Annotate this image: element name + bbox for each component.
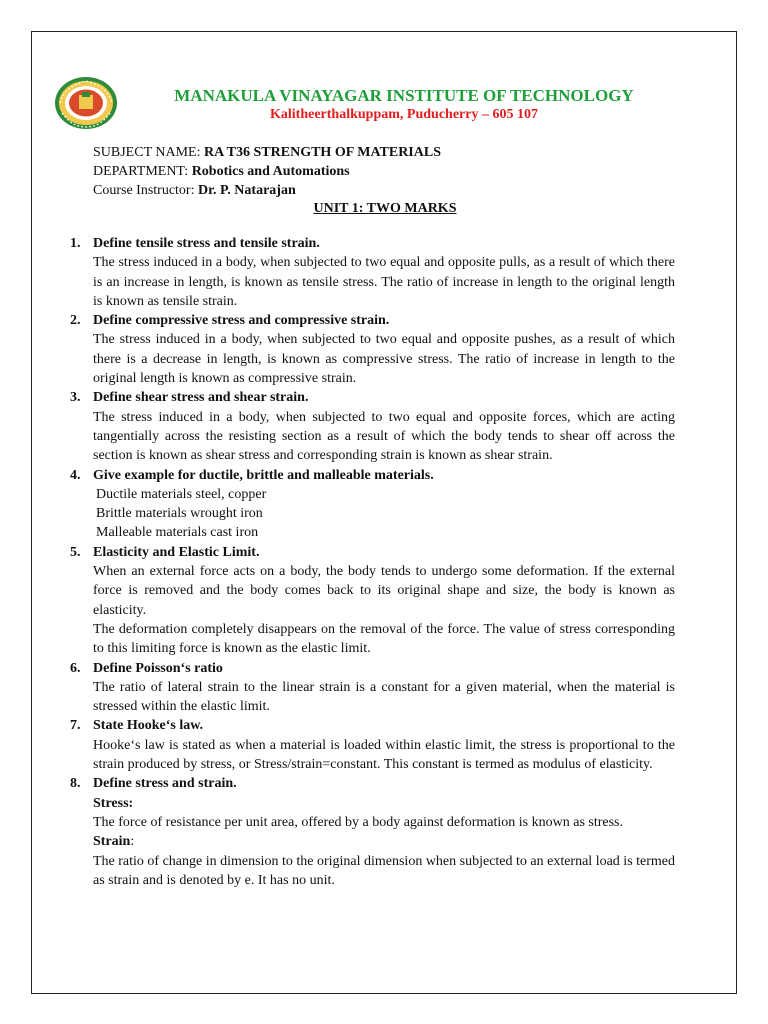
department-label: DEPARTMENT: [93, 164, 192, 179]
material-example: Ductile materials steel, copper [96, 486, 267, 502]
question-title: Define stress and strain. [93, 776, 237, 792]
strain-subheading: Strain [93, 834, 131, 850]
department-line [93, 162, 441, 181]
subject-value: RA T36 STRENGTH OF MATERIALS [203, 145, 441, 160]
question-item [66, 234, 675, 311]
question-title: Define Poisson‘s ratio [93, 660, 223, 676]
material-example: Brittle materials wrought iron [96, 506, 263, 522]
question-answer-continued: The deformation completely disappears on the removal of the force. The value of stress corresponding to this limiting force is known as the elastic limit. [93, 621, 675, 657]
question-number: 8. [70, 776, 81, 792]
question-number: 7. [70, 718, 81, 734]
question-item [66, 388, 675, 465]
question-item [66, 543, 675, 659]
question-title: Elasticity and Elastic Limit. [93, 544, 260, 560]
subject-line [93, 143, 441, 162]
question-answer: The stress induced in a body, when subjected to two equal and opposite pulls, as a result of which there is an increase in length, is known as tensile stress. The ratio of increase in length to the original length is known as tensile strain. [93, 255, 675, 309]
question-answer: When an external force acts on a body, the body tends to undergo some deformation. If the external force is removed and the body comes back to its original shape and size, the body is known as elasticity. [93, 564, 675, 618]
question-number: 5. [70, 544, 81, 560]
institute-address: Kalitheerthalkuppam, Puducherry – 605 107 [270, 107, 538, 122]
subject-label: SUBJECT NAME: [93, 145, 204, 160]
question-item [66, 466, 675, 543]
strain-subheading-line [93, 832, 675, 851]
institute-name: MANAKULA VINAYAGAR INSTITUTE OF TECHNOLOGY [174, 86, 634, 105]
question-item [66, 311, 675, 388]
stress-subheading: Stress: [93, 795, 134, 811]
question-number: 2. [70, 313, 81, 329]
question-title: Define compressive stress and compressive strain. [93, 313, 390, 329]
question-answer: The ratio of lateral strain to the linear strain is a constant for a given material, when the material is stressed within the elastic limit. [93, 679, 675, 715]
instructor-label: Course Instructor: [93, 183, 198, 198]
instructor-line [93, 181, 441, 200]
strain-definition: The ratio of change in dimension to the original dimension when subjected to an external load is termed as strain and is denoted by e. It has no unit. [93, 853, 676, 888]
stress-definition: The force of resistance per unit area, offered by a body against deformation is known as stress. [93, 814, 624, 830]
unit-title: UNIT 1: TWO MARKS [313, 201, 457, 216]
strain-colon: : [130, 834, 135, 850]
question-title: State Hooke‘s law. [93, 718, 204, 734]
question-title: Give example for ductile, brittle and malleable materials. [93, 467, 434, 483]
question-number: 3. [70, 390, 81, 406]
question-list [66, 234, 675, 890]
question-answer: The stress induced in a body, when subjected to two equal and opposite forces, which are acting tangentially across the resisting section as a result of which the body tends to shear off across the section is known as shear stress and corresponding strain is known as shear strain. [93, 409, 675, 464]
question-number: 1. [70, 236, 81, 251]
question-answer: The stress induced in a body, when subjected to two equal and opposite pushes, as a result of which there is a decrease in length, is known as compressive stress. The ratio of increase in length to the original length is known as compressive strain. [93, 332, 675, 387]
department-value: Robotics and Automations [191, 164, 350, 179]
question-title: Define tensile stress and tensile strain. [93, 236, 320, 251]
question-item [66, 659, 675, 717]
material-example: Malleable materials cast iron [96, 525, 259, 541]
question-title: Define shear stress and shear strain. [93, 390, 309, 406]
question-item [66, 774, 675, 890]
question-number: 4. [70, 467, 81, 483]
question-number: 6. [70, 660, 81, 676]
instructor-value: Dr. P. Natarajan [197, 183, 296, 198]
question-answer: Hooke‘s law is stated as when a material is loaded within elastic limit, the stress is proportional to the strain produced by stress, or Stress/strain=constant. This constant is termed as modulus of elasticity. [93, 737, 675, 773]
course-meta [93, 143, 441, 200]
question-item [66, 716, 675, 774]
